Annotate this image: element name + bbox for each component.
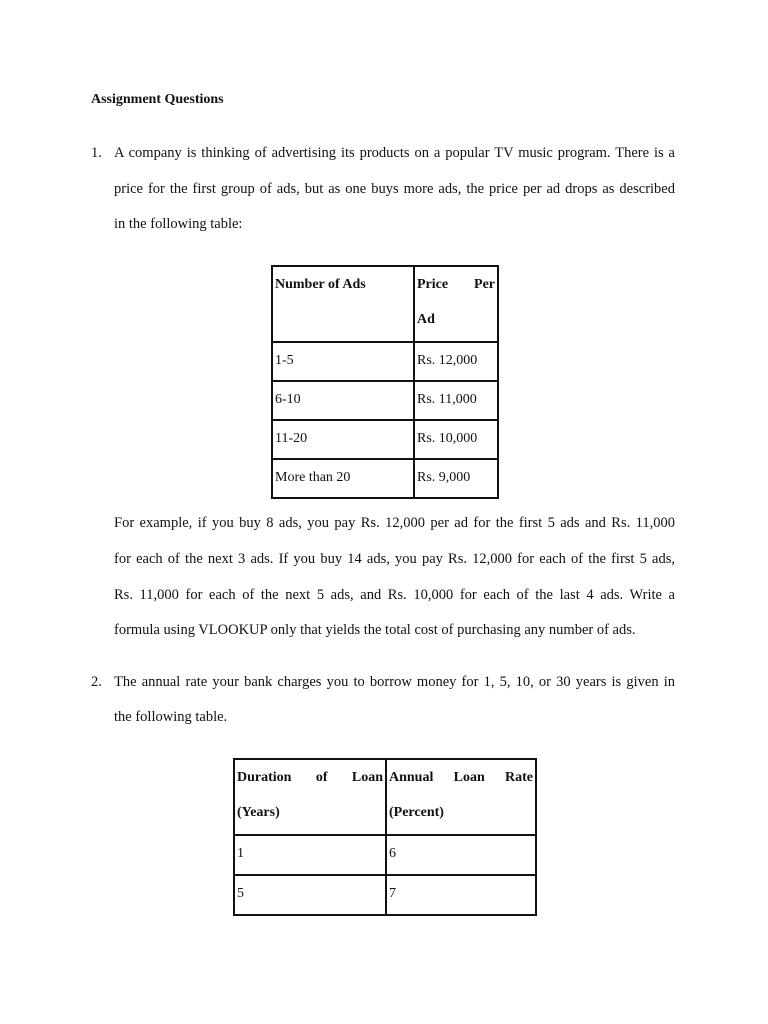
ad-pricing-table	[271, 265, 499, 499]
page-heading: Assignment Questions	[91, 92, 224, 107]
cell-ads: More than 20	[272, 459, 414, 498]
header-duration-of-loan: Duration of Loan (Years)	[234, 759, 386, 835]
cell-price: Rs. 12,000	[414, 342, 498, 381]
cell-duration: 1	[234, 835, 386, 875]
table-row	[234, 875, 536, 915]
question-1-followup-line-1: For example, if you buy 8 ads, you pay Rs. 12,000 per ad for the first 5 ads and Rs. 11,000	[114, 515, 675, 531]
cell-price: Rs. 11,000	[414, 381, 498, 420]
table-row	[272, 420, 498, 459]
question-1-followup-line-4: formula using VLOOKUP only that yields the total cost of purchasing any number of ads.	[114, 622, 636, 638]
cell-duration: 5	[234, 875, 386, 915]
header-number-of-ads: Number of Ads	[272, 266, 414, 342]
table-row	[272, 342, 498, 381]
cell-ads: 6-10	[272, 381, 414, 420]
question-1-followup-line-3: Rs. 11,000 for each of the next 5 ads, and Rs. 10,000 for each of the last 4 ads. Write a	[114, 587, 675, 603]
cell-price: Rs. 10,000	[414, 420, 498, 459]
question-1-number: 1.	[91, 145, 102, 161]
table-header-row	[234, 759, 536, 835]
question-1-line-2: price for the first group of ads, but as one buys more ads, the price per ad drops as described	[114, 181, 675, 197]
table-row	[272, 381, 498, 420]
question-1-line-3: in the following table:	[114, 216, 243, 232]
cell-ads: 1-5	[272, 342, 414, 381]
table-header-row	[272, 266, 498, 342]
question-2-line-2: the following table.	[114, 709, 228, 725]
cell-rate: 7	[386, 875, 536, 915]
question-1-line-1: A company is thinking of advertising its products on a popular TV music program. There is a	[114, 145, 675, 161]
table-row	[272, 459, 498, 498]
header-annual-loan-rate: Annual Loan Rate (Percent)	[386, 759, 536, 835]
loan-rate-table	[233, 758, 537, 916]
question-2-line-1: The annual rate your bank charges you to borrow money for 1, 5, 10, or 30 years is given in	[114, 674, 675, 690]
question-1-followup-line-2: for each of the next 3 ads. If you buy 14 ads, you pay Rs. 12,000 for each of the first 5 ads,	[114, 551, 675, 567]
cell-ads: 11-20	[272, 420, 414, 459]
cell-rate: 6	[386, 835, 536, 875]
question-2-number: 2.	[91, 674, 102, 690]
table-row	[234, 835, 536, 875]
header-price-per-ad: Price Per Ad	[414, 266, 498, 342]
cell-price: Rs. 9,000	[414, 459, 498, 498]
